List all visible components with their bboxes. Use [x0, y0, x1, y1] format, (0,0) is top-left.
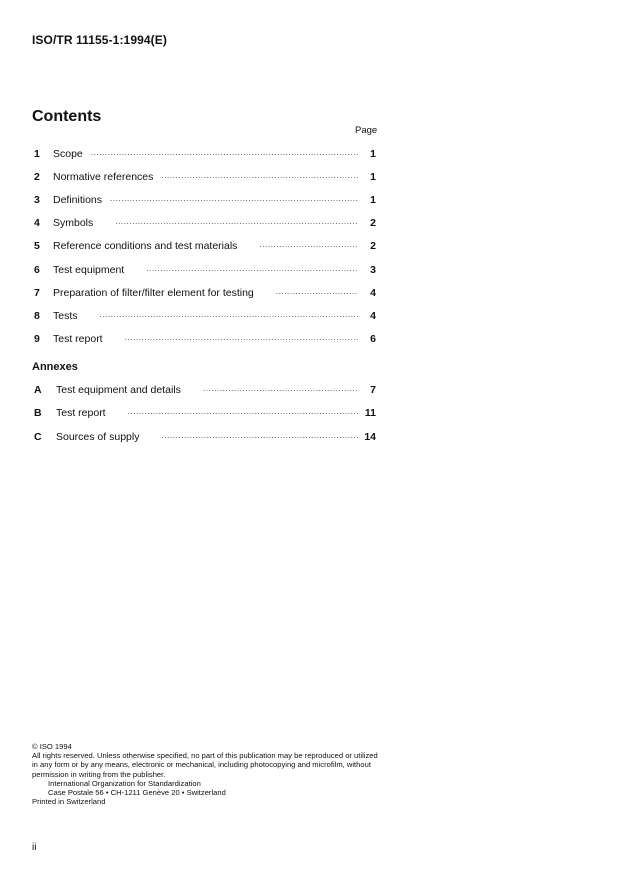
publisher-address: Case Postale 56 • CH-1211 Genève 20 • Switzerland: [48, 788, 226, 798]
toc-leader-dots: [146, 264, 358, 274]
toc-leader-dots: [276, 287, 358, 297]
toc-entry-number: 8: [34, 310, 40, 322]
toc-leader-dots: [110, 194, 358, 204]
toc-entry-page: 3: [370, 264, 376, 276]
toc-entry-symbols[interactable]: [34, 215, 376, 229]
toc-leader-dots: [161, 171, 358, 181]
toc-leader-dots: [161, 431, 358, 441]
toc-entry-tests[interactable]: [34, 308, 376, 322]
copyright-line: © ISO 1994: [32, 742, 72, 751]
toc-leader-dots: [125, 333, 358, 343]
printed-in: Printed in Switzerland: [32, 797, 106, 807]
toc-entry-label: Symbols: [53, 217, 94, 229]
toc-entry-page: 4: [370, 287, 376, 299]
toc-entry-number: 5: [34, 240, 40, 252]
toc-annex-c[interactable]: [34, 429, 376, 443]
toc-entry-page: 1: [370, 148, 376, 160]
toc-annex-label: Sources of supply: [56, 431, 140, 443]
toc-annex-a[interactable]: [34, 382, 376, 396]
toc-leader-dots: [115, 217, 358, 227]
toc-entry-label: Scope: [53, 148, 83, 160]
contents-title: Contents: [32, 108, 102, 125]
toc-entry-normative-references[interactable]: [34, 169, 376, 183]
toc-entry-scope[interactable]: [34, 146, 376, 160]
toc-entry-test-equipment[interactable]: [34, 262, 376, 276]
toc-entry-number: 6: [34, 264, 40, 276]
toc-annex-label: Test equipment and details: [56, 384, 181, 396]
page-number: ii: [32, 842, 37, 853]
toc-entry-preparation[interactable]: [34, 285, 376, 299]
toc-entry-number: 3: [34, 194, 40, 206]
toc-annex-letter: C: [34, 431, 42, 443]
toc-annex-page: 11: [364, 407, 376, 419]
publisher-organization: International Organization for Standardization: [48, 778, 201, 788]
toc-entry-page: 1: [370, 194, 376, 206]
toc-annex-letter: B: [34, 407, 42, 419]
toc-entry-number: 4: [34, 217, 40, 229]
copyright-notice: [32, 742, 382, 806]
rights-statement: All rights reserved. Unless otherwise specified, no part of this publication may be reproduced or utilized in any form or by any means, electronic or mechanical, including photocopying and microfilm, without permission in writing from the publisher.: [32, 751, 378, 779]
toc-annex-page: 14: [364, 431, 376, 443]
toc-leader-dots: [128, 407, 358, 417]
toc-entry-number: 9: [34, 333, 40, 345]
toc-entry-label: Test report: [53, 333, 103, 345]
toc-entry-number: 2: [34, 171, 40, 183]
toc-entry-label: Definitions: [53, 194, 103, 206]
toc-leader-dots: [203, 384, 358, 394]
toc-entry-page: 1: [370, 171, 376, 183]
toc-annex-b[interactable]: [34, 405, 376, 419]
toc-annex-page: 7: [370, 384, 376, 396]
document-id-header: ISO/TR 11155-1:1994(E): [32, 33, 167, 47]
toc-leader-dots: [100, 310, 358, 320]
toc-entry-test-report[interactable]: [34, 331, 376, 345]
toc-entry-label: Reference conditions and test materials: [53, 240, 238, 252]
toc-entry-number: 7: [34, 287, 40, 299]
toc-entry-number: 1: [34, 148, 40, 160]
toc-entry-reference-conditions[interactable]: [34, 238, 376, 252]
toc-entry-page: 2: [370, 217, 376, 229]
toc-leader-dots: [259, 240, 358, 250]
toc-entry-label: Preparation of filter/filter element for testing: [53, 287, 254, 299]
toc-leader-dots: [91, 148, 358, 158]
toc-entry-page: 2: [370, 240, 376, 252]
page-column-label: Page: [355, 125, 378, 136]
toc-annex-label: Test report: [56, 407, 106, 419]
annexes-title: Annexes: [32, 361, 78, 373]
toc-entry-page: 4: [370, 310, 376, 322]
toc-entry-label: Normative references: [53, 171, 154, 183]
toc-entry-label: Test equipment: [53, 264, 125, 276]
toc-entry-page: 6: [370, 333, 376, 345]
toc-entry-definitions[interactable]: [34, 192, 376, 206]
toc-entry-label: Tests: [53, 310, 78, 322]
toc-annex-letter: A: [34, 384, 42, 396]
